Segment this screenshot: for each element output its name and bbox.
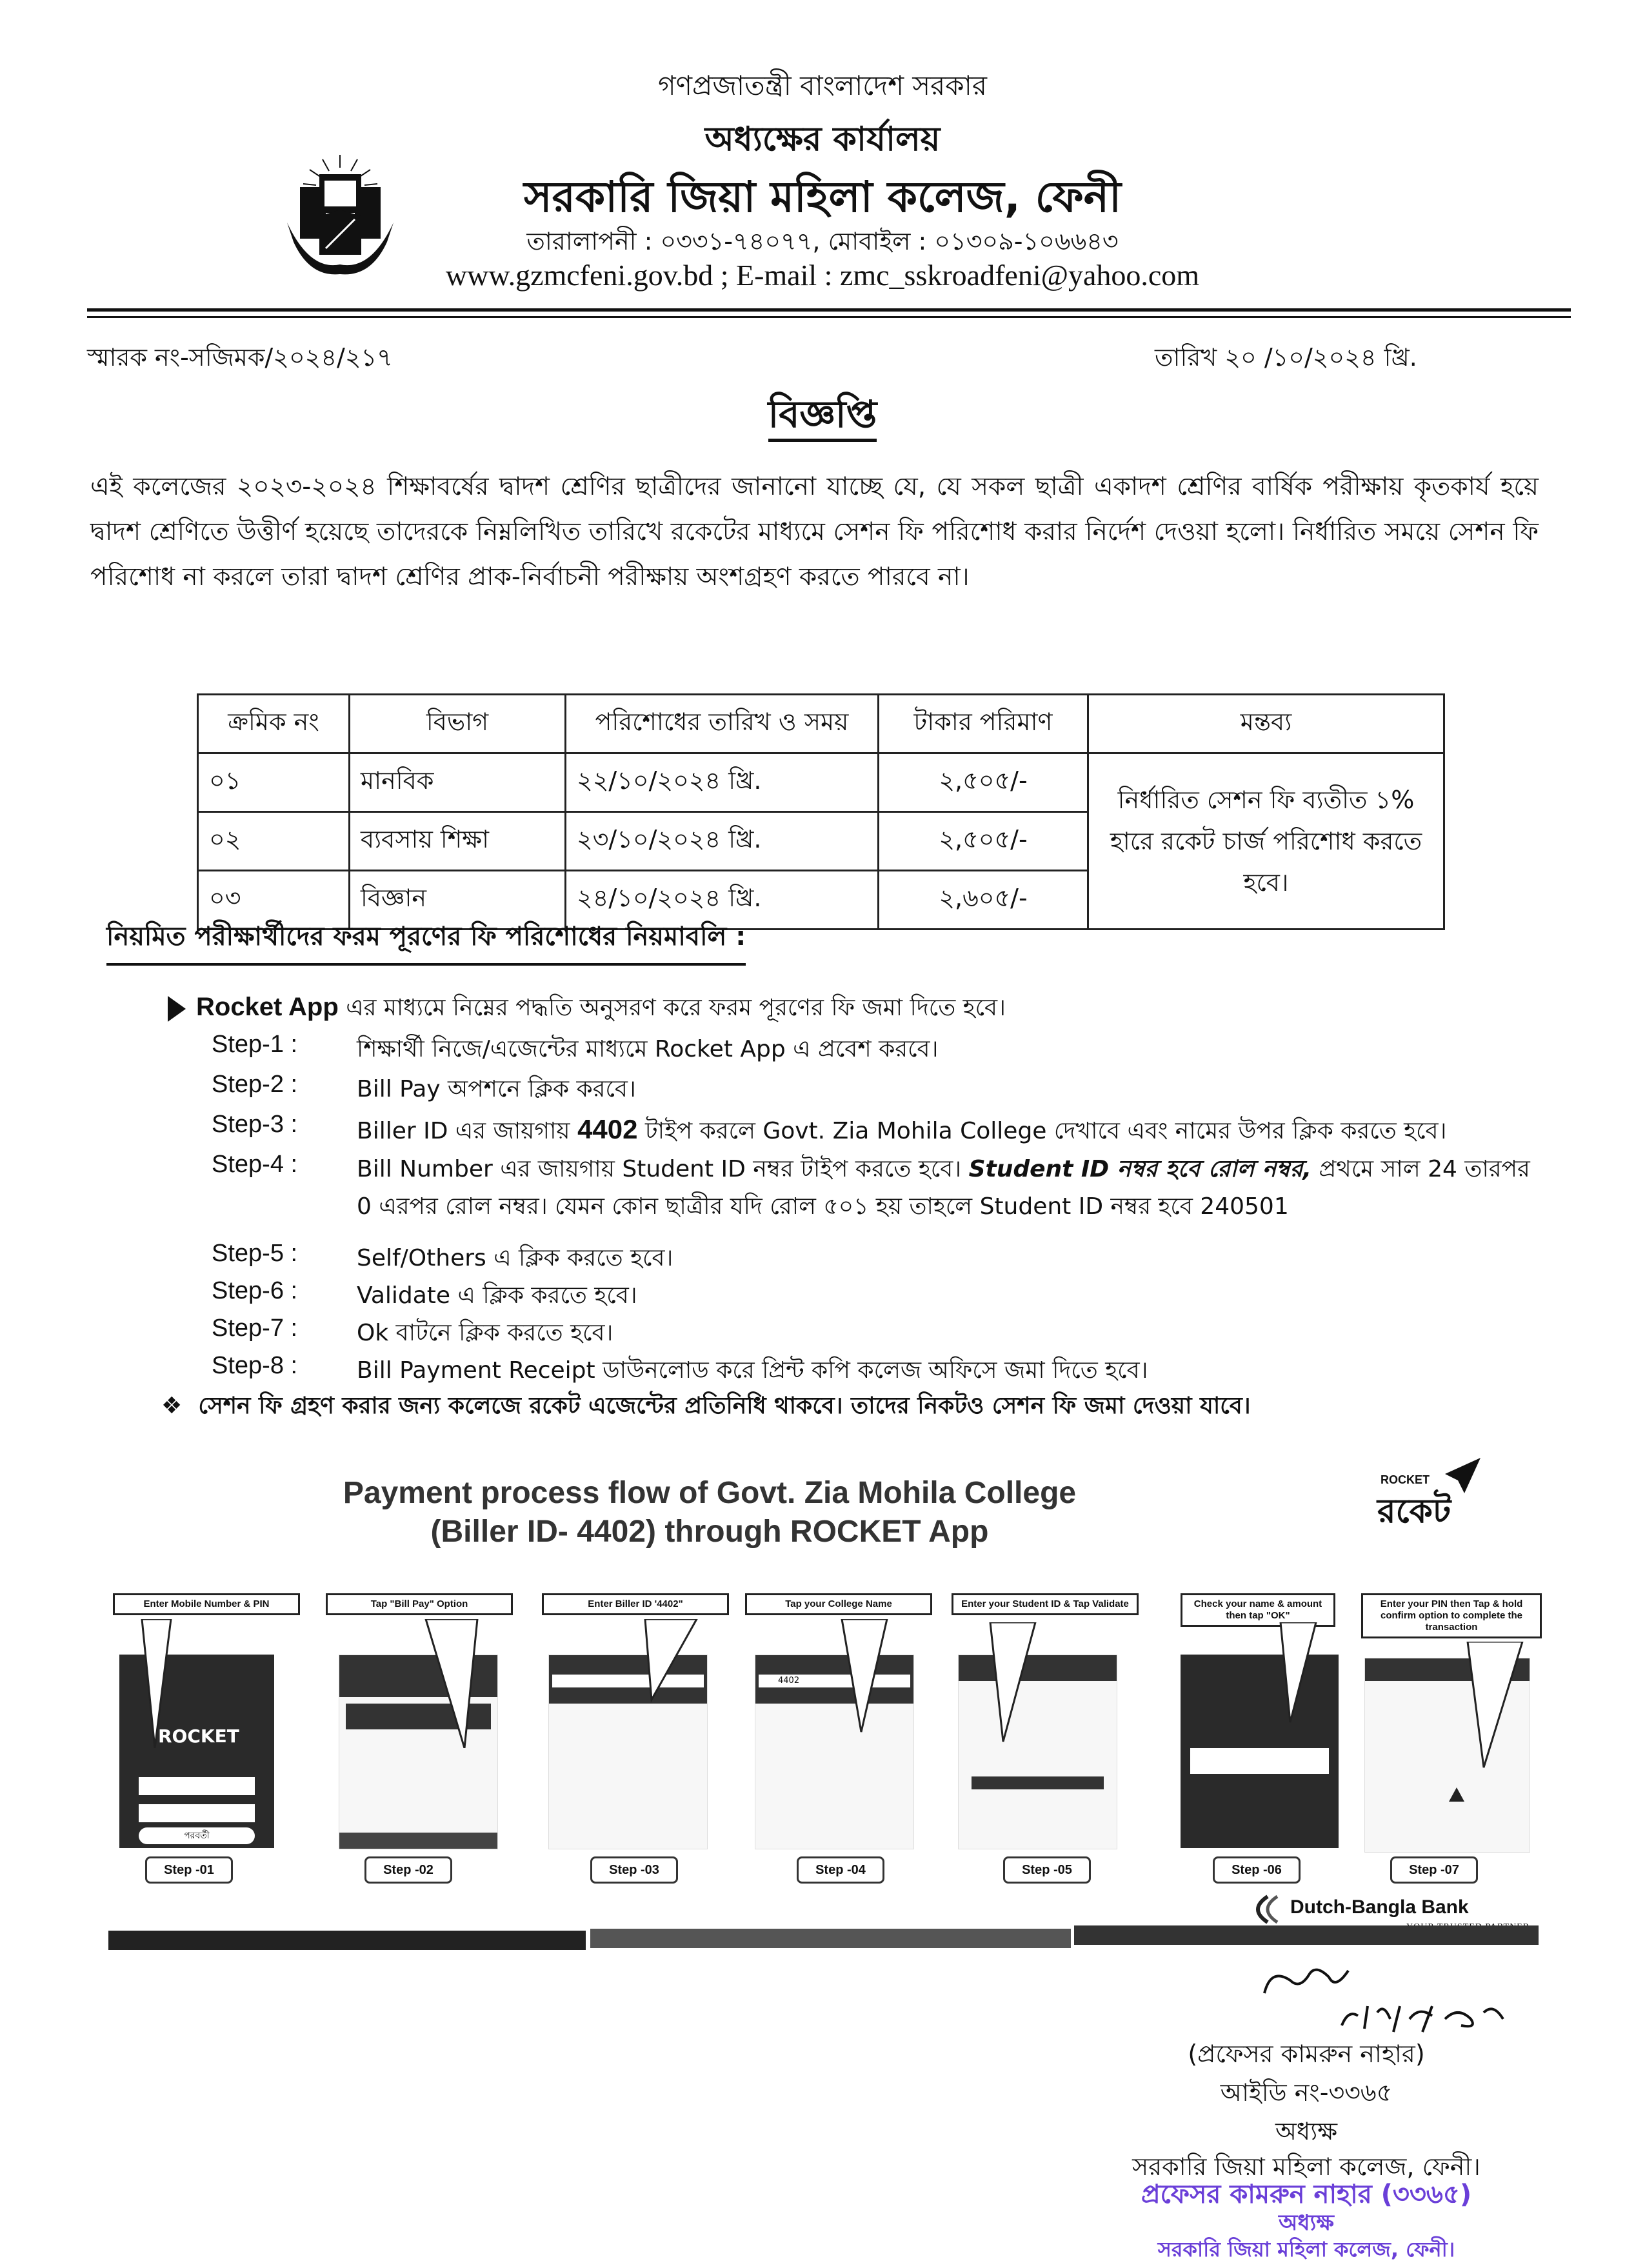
callout: Enter your Student ID & Tap Validate (952, 1593, 1139, 1615)
step-label: Step-2 : (212, 1071, 298, 1098)
pin-field (139, 1804, 255, 1822)
flow-panel-7 (1361, 1593, 1548, 1896)
step-label: Step-3 : (212, 1111, 298, 1138)
instructions-heading: নিয়মিত পরীক্ষার্থীদের ফরম পূরণের ফি পরিশোধের নিয়মাবলি : (106, 916, 746, 966)
contact-info: তারালাপনী : ০৩৩১-৭৪০৭৭, মোবাইল : ০১৩০৯-১০৬৬৪৩ (526, 227, 1119, 255)
note-text: সেশন ফি গ্রহণ করার জন্য কলেজে রকেট এজেন্টের প্রতিনিধি থাকবে। তাদের নিকটও সেশন ফি জমা দেওয়া যাবে। (198, 1393, 1251, 1419)
callout: Tap "Bill Pay" Option (326, 1593, 513, 1615)
header-remark: মন্তব্য (1088, 695, 1444, 753)
biller-id: 4402 (577, 1114, 638, 1144)
notice-title-text: বিজ্ঞপ্তি (768, 392, 877, 442)
footer-bar (590, 1929, 1071, 1948)
step-text: Validate এ ক্লিক করতে হবে। (357, 1282, 637, 1309)
step-label: Step-1 : (212, 1031, 298, 1058)
memo-reference: স্মারক নং-সজিমক/২০২৪/২১৭ (87, 343, 393, 372)
stamp-institution: সরকারি জিয়া মহিলা কলেজ, ফেনী। (1157, 2237, 1455, 2262)
step-text-a: Biller ID এর জায়গায় (357, 1118, 570, 1144)
step-label: Step-4 : (212, 1151, 298, 1178)
step-badge: Step -07 (1390, 1856, 1478, 1884)
footer-bar (108, 1931, 586, 1950)
flow-panel-5 (952, 1593, 1139, 1896)
signatory-id: আইডি নং-৩৩৬৫ (1220, 2078, 1393, 2107)
cell-amount: ২,৫০৫/- (879, 753, 1088, 812)
government-name: গণপ্রজাতন্ত্রী বাংলাদেশ সরকার (658, 70, 987, 101)
callout-pointer (977, 1622, 1042, 1745)
step-text (357, 1151, 1550, 1226)
bank-name: Dutch-Bangla Bank (1290, 1896, 1469, 1918)
office-name: অধ্যক্ষের কার্যালয় (704, 120, 941, 159)
notice-title (0, 386, 1645, 448)
instructions-intro (168, 990, 1006, 1029)
cell-department: মানবিক (350, 753, 566, 812)
notice-body: এই কলেজের ২০২৩-২০২৪ শিক্ষাবর্ষের দ্বাদশ শ্রেণির ছাত্রীদের জানানো যাচ্ছে যে, যে সকল ছাত্রী একাদশ শ্রেণির বার্ষিক পরীক্ষায় কৃতকার্য হয়ে দ্বাদশ শ্রেণিতে উত্তীর্ণ হয়েছে তাদেরকে নিম্নলিখিত তারিখে রকেটের মাধ্যমে সেশন ফি পরিশোধ করার নির্দেশ দেওয়া হলো। নির্ধারিত সময়ে সেশন ফি পরিশোধ না করলে তারা দ্বাদশ শ্রেণির প্রাক-নির্বাচনী পরীক্ষায় অংশগ্রহণ করতে পারবে না। (90, 472, 1539, 592)
step-badge: Step -01 (145, 1856, 233, 1884)
cell-date: ২৪/১০/২০২৪ খ্রি. (566, 871, 879, 930)
signatory-name: (প্রফেসর কামরুন নাহার) (1188, 2040, 1425, 2068)
step-label: Step-8 : (212, 1352, 298, 1379)
diamond-bullet-icon: ❖ (161, 1393, 183, 1419)
step-label: Step-7 : (212, 1315, 298, 1342)
header-amount: টাকার পরিমাণ (879, 695, 1088, 753)
flow-panel-4 (745, 1593, 932, 1896)
cell-serial: ০১ (198, 753, 350, 812)
web-email: www.gzmcfeni.gov.bd ; E-mail : zmc_sskroadfeni@yahoo.com (445, 259, 1200, 292)
step-text: শিক্ষার্থী নিজে/এজেন্টের মাধ্যমে Rocket App এ প্রবেশ করবে। (357, 1036, 939, 1062)
dbbl-logo (1239, 1893, 1469, 1928)
signatory-designation: অধ্যক্ষ (1275, 2117, 1337, 2145)
confirm-plane-icon (1449, 1787, 1464, 1802)
callout: Enter Mobile Number & PIN (113, 1593, 300, 1615)
step-text: Ok বাটনে ক্লিক করতে হবে। (357, 1320, 613, 1346)
validate-button (972, 1776, 1104, 1789)
callout-pointer (835, 1619, 900, 1735)
callout: Check your name & amount then tap "OK" (1181, 1593, 1335, 1627)
header-date: পরিশোধের তারিখ ও সময় (566, 695, 879, 753)
rocket-logo-text: ROCKET (1381, 1473, 1430, 1486)
college-name: সরকারি জিয়া মহিলা কলেজ, ফেনী (523, 172, 1122, 222)
flow-title-line2: (Biller ID- 4402) through ROCKET App (430, 1515, 989, 1549)
flow-title-line1: Payment process flow of Govt. Zia Mohila College (343, 1476, 1077, 1510)
cell-serial: ০২ (198, 812, 350, 871)
flow-panel-6 (1181, 1593, 1368, 1896)
dbbl-swoosh-icon (1239, 1893, 1284, 1925)
intro-text: এর মাধ্যমে নিম্নের পদ্ধতি অনুসরণ করে ফরম পূরণের ফি জমা দিতে হবে। (346, 995, 1006, 1021)
handwritten-signature (1239, 1955, 1580, 2038)
table-header-row (198, 695, 1444, 753)
cell-department: ব্যবসায় শিক্ষা (350, 812, 566, 871)
flow-title (161, 1474, 1258, 1551)
session-fee-note (161, 1388, 1251, 1427)
step-badge: Step -02 (364, 1856, 452, 1884)
cell-amount: ২,৫০৫/- (879, 812, 1088, 871)
memo-date: তারিখ ২০ /১০/২০২৪ খ্রি. (1155, 343, 1417, 372)
flow-panel-1 (113, 1593, 300, 1896)
rocket-logo-bn: রকেট (1377, 1492, 1451, 1531)
arrow-bullet-icon (168, 996, 186, 1022)
footer-bar (1074, 1925, 1539, 1945)
step-badge: Step -03 (590, 1856, 678, 1884)
callout-pointer (132, 1619, 197, 1748)
rocket-logo (1361, 1455, 1490, 1538)
rocket-app-label: Rocket App (196, 993, 339, 1021)
flow-panel-2 (326, 1593, 513, 1896)
signatory-institution: সরকারি জিয়া মহিলা কলেজ, ফেনী। (1132, 2153, 1480, 2181)
step-text-b: টাইপ করলে Govt. Zia Mohila College দেখাবে এবং নামের উপর ক্লিক করতে হবে। (644, 1118, 1447, 1144)
next-button: পরবর্তী (139, 1827, 255, 1844)
fee-table (197, 693, 1445, 930)
callout-pointer (639, 1619, 710, 1703)
cell-department: বিজ্ঞান (350, 871, 566, 930)
table-row (198, 753, 1444, 812)
cell-amount: ২,৬০৫/- (879, 871, 1088, 930)
screen-footer (339, 1833, 497, 1849)
step-label: Step-5 : (212, 1240, 298, 1267)
confirm-dialog (1190, 1748, 1329, 1774)
step-badge: Step -04 (797, 1856, 884, 1884)
biller-search-field: 4402 (759, 1675, 910, 1687)
rocket-plane-icon (1361, 1455, 1490, 1538)
mobile-number-field (139, 1777, 255, 1795)
header-serial: ক্রমিক নং (198, 695, 350, 753)
cell-date: ২২/১০/২০২৪ খ্রি. (566, 753, 879, 812)
student-id-rule: Student ID নম্বর হবে রোল নম্বর, (968, 1156, 1312, 1182)
step-text: Bill Payment Receipt ডাউনলোড করে প্রিন্ট কপি কলেজ অফিসে জমা দিতে হবে। (357, 1357, 1148, 1384)
stamp-designation: অধ্যক্ষ (1279, 2210, 1334, 2236)
step-badge: Step -05 (1003, 1856, 1091, 1884)
cell-serial: ০৩ (198, 871, 350, 930)
header-department: বিভাগ (350, 695, 566, 753)
cell-remark: নির্ধারিত সেশন ফি ব্যতীত ১% হারে রকেট চার্জ পরিশোধ করতে হবে। (1088, 753, 1444, 930)
flow-panel-3 (542, 1593, 729, 1896)
step-text-a: Bill Number এর জায়গায় Student ID নম্বর টাইপ করতে হবে। (357, 1156, 962, 1182)
callout: Enter your PIN then Tap & hold confirm option to complete the transaction (1361, 1593, 1542, 1638)
callout-pointer (1271, 1622, 1335, 1726)
step-text (357, 1111, 1550, 1150)
step-label: Step-6 : (212, 1277, 298, 1304)
step-text-b: প্রথমে সাল 24 তারপর 0 এরপর রোল নম্বর। যেমন কোন ছাত্রীর যদি রোল ৫০১ হয় তাহলে Student ID নম্বর হবে 240501 (357, 1156, 1530, 1220)
callout-pointer (1458, 1642, 1535, 1771)
callout: Tap your College Name (745, 1593, 932, 1615)
stamp-name: প্রফেসর কামরুন নাহার (৩৩৬৫) (1141, 2180, 1472, 2209)
step-text: Bill Pay অপশনে ক্লিক করবে। (357, 1076, 636, 1102)
header-rule-bottom (87, 316, 1571, 318)
header-rule-top (87, 308, 1571, 312)
step-badge: Step -06 (1213, 1856, 1301, 1884)
step-text: Self/Others এ ক্লিক করতে হবে। (357, 1245, 673, 1271)
callout-pointer (419, 1619, 497, 1748)
rocket-screen-logo: ROCKET (158, 1726, 239, 1747)
callout: Enter Biller ID '4402" (542, 1593, 729, 1615)
cell-date: ২৩/১০/২০২৪ খ্রি. (566, 812, 879, 871)
